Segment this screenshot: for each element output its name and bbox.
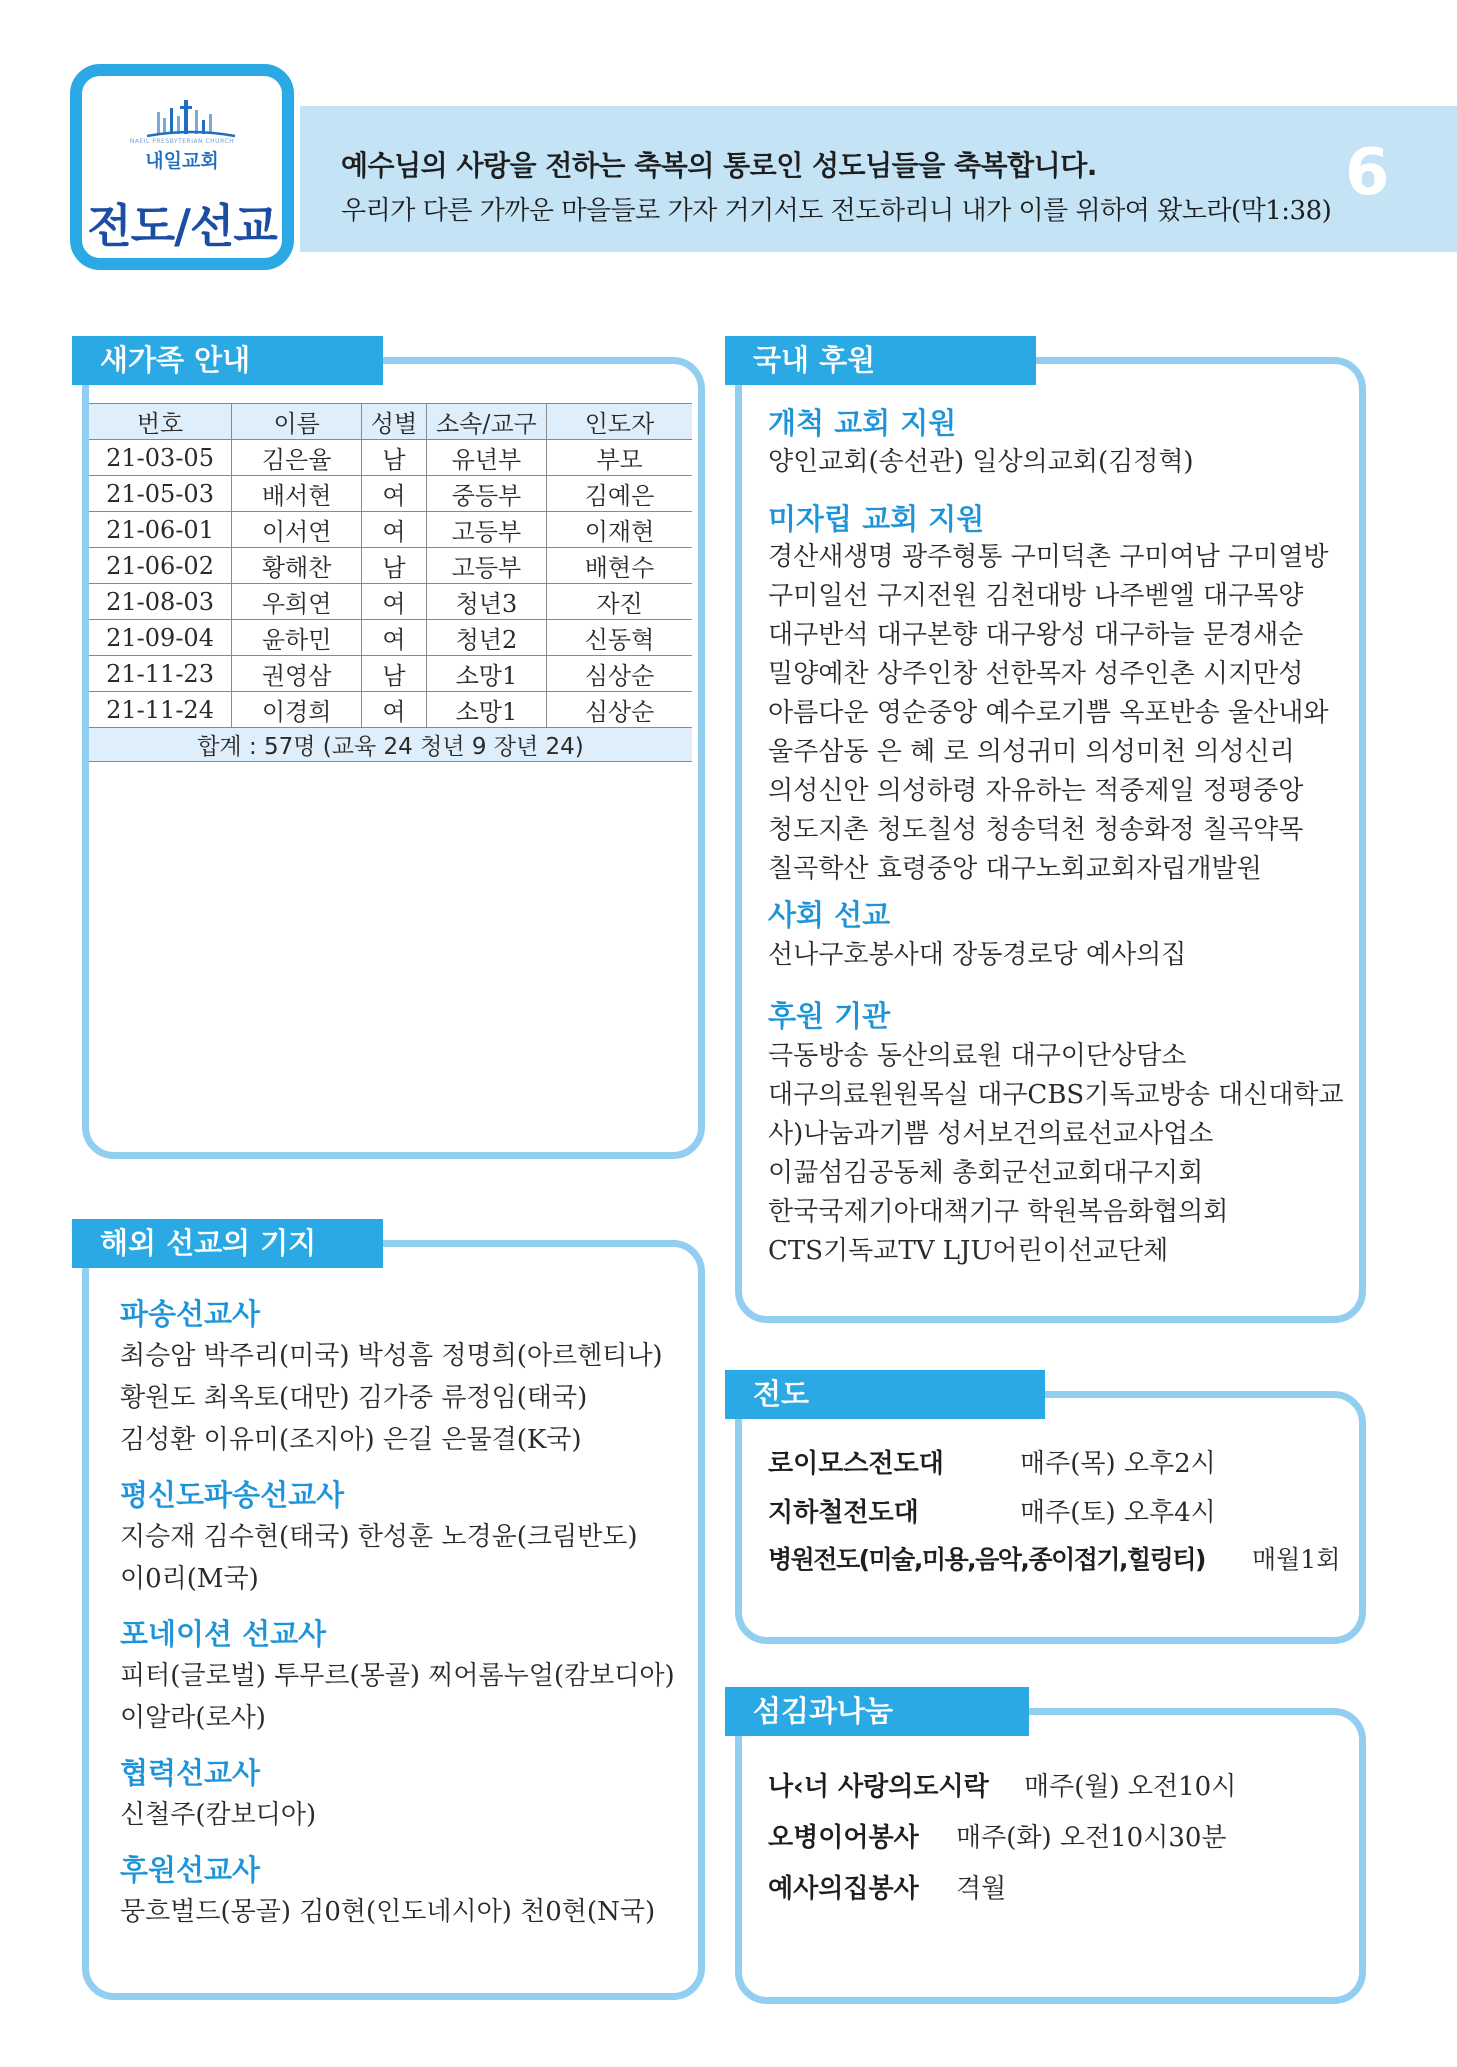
- service-tab: 섬김과나눔: [725, 1687, 1029, 1736]
- cell: 청년2: [426, 620, 546, 656]
- overseas-line: 피터(글로벌) 투무르(몽골) 찌어롬누얼(캄보디아): [120, 1661, 675, 1691]
- service-schedule: 매주(월) 오전10시: [1024, 1772, 1237, 1802]
- service-panel: [735, 1708, 1366, 2004]
- cell: 고등부: [426, 548, 546, 584]
- newfamily-table: [89, 403, 692, 762]
- overseas-line: 신철주(캄보디아): [120, 1800, 317, 1830]
- cell: 소망1: [426, 692, 546, 728]
- overseas-line: 김성환 이유미(조지아) 은길 은물결(K국): [120, 1425, 582, 1455]
- cell: 소망1: [426, 656, 546, 692]
- table-row: [89, 512, 692, 548]
- cell: 고등부: [426, 512, 546, 548]
- domestic-line: 한국국제기아대책기구 학원복음화협의회: [768, 1197, 1229, 1227]
- overseas-line: 황원도 최옥토(대만) 김가중 류정임(태국): [120, 1383, 588, 1413]
- cell: 김은율: [232, 440, 362, 476]
- table-total-row: [89, 728, 692, 762]
- domestic-line: 경산새생명 광주형통 구미덕촌 구미여남 구미열방: [768, 542, 1329, 572]
- cell: 21-09-04: [89, 620, 232, 656]
- cell: 배현수: [547, 548, 692, 584]
- overseas-group-title: 평신도파송선교사: [120, 1478, 345, 1512]
- cell: 21-08-03: [89, 584, 232, 620]
- evangelism-label-text: 지하철전도대: [768, 1498, 919, 1528]
- service-schedule: 격월: [956, 1874, 1007, 1904]
- cell: 신동혁: [547, 620, 692, 656]
- table-row: [89, 584, 692, 620]
- newfamily-tab: 새가족 안내: [72, 336, 383, 385]
- service-label-text: 오병이어봉사: [768, 1823, 919, 1853]
- domestic-group-title: 후원 기관: [768, 999, 891, 1033]
- domestic-group-title: 사회 선교: [768, 898, 891, 932]
- service-label: [768, 1868, 919, 1905]
- evangelism-schedule: 매주(목) 오후2시: [1020, 1449, 1216, 1479]
- cell: 21-05-03: [89, 476, 232, 512]
- page-title: 전도/선교: [87, 199, 277, 253]
- cell: 권영삼: [232, 656, 362, 692]
- domestic-line: 사)나눔과기쁨 성서보건의료선교사업소: [768, 1119, 1214, 1149]
- cell: 심상순: [547, 692, 692, 728]
- cell: 황해찬: [232, 548, 362, 584]
- cell: 유년부: [426, 440, 546, 476]
- domestic-group-title: 개척 교회 지원: [768, 406, 957, 440]
- cell: 여: [362, 620, 427, 656]
- cell: 배서현: [232, 476, 362, 512]
- cell: 여: [362, 476, 427, 512]
- domestic-line: 선나구호봉사대 장동경로당 예사의집: [768, 940, 1187, 970]
- evangelism-label-text: 로이모스전도대: [768, 1449, 944, 1479]
- evangelism-schedule: 매주(토) 오후4시: [1020, 1498, 1216, 1528]
- domestic-line: 아름다운 영순중앙 예수로기쁨 옥포반송 울산내와: [768, 698, 1329, 728]
- service-label: [768, 1766, 989, 1803]
- overseas-group-title: 파송선교사: [120, 1297, 261, 1331]
- domestic-line: 울주삼동 은 혜 로 의성귀미 의성미천 의성신리: [768, 737, 1295, 767]
- cell: 우희연: [232, 584, 362, 620]
- header-verse: 우리가 다른 가까운 마을들로 가자 거기서도 전도하리니 내가 이를 위하여 왔노라(막1:38): [341, 196, 1332, 226]
- domestic-line: 대구의료원원목실 대구CBS기독교방송 대신대학교: [768, 1080, 1344, 1110]
- col-header: 성별: [362, 404, 427, 440]
- evangelism-label: [768, 1492, 919, 1529]
- cell: 여: [362, 692, 427, 728]
- overseas-line: 지승재 김수현(태국) 한성훈 노경윤(크림반도): [120, 1522, 638, 1552]
- overseas-line: 최승암 박주리(미국) 박성흠 정명희(아르헨티나): [120, 1341, 663, 1371]
- cell: 이경희: [232, 692, 362, 728]
- table-row: [89, 692, 692, 728]
- cell: 21-11-23: [89, 656, 232, 692]
- overseas-tab: 해외 선교의 기지: [72, 1219, 383, 1268]
- total-cell: 합계 : 57명 (교육 24 청년 9 장년 24): [89, 728, 692, 762]
- evangelism-tab: 전도: [725, 1370, 1045, 1419]
- domestic-line: 밀양예찬 상주인창 선한목자 성주인촌 시지만성: [768, 659, 1304, 689]
- cell: 21-06-02: [89, 548, 232, 584]
- domestic-line: 의성신안 의성하령 자유하는 적중제일 정평중앙: [768, 776, 1304, 806]
- church-logo-box: [70, 64, 294, 270]
- page-number: 6: [1345, 136, 1390, 210]
- evangelism-label: [768, 1540, 1205, 1576]
- table-header-row: [89, 404, 692, 440]
- church-name: 내일교회: [145, 150, 219, 172]
- service-label: [768, 1817, 919, 1854]
- cell: 윤하민: [232, 620, 362, 656]
- cell: 중등부: [426, 476, 546, 512]
- cell: 심상순: [547, 656, 692, 692]
- overseas-line: 이0리(M국): [120, 1564, 259, 1594]
- cell: 자진: [547, 584, 692, 620]
- overseas-line: 이알라(로사): [120, 1703, 266, 1733]
- cell: 여: [362, 584, 427, 620]
- domestic-tab: 국내 후원: [725, 336, 1036, 385]
- cell: 여: [362, 512, 427, 548]
- domestic-line: 대구반석 대구본향 대구왕성 대구하늘 문경새순: [768, 620, 1304, 650]
- cell: 김예은: [547, 476, 692, 512]
- cell: 남: [362, 440, 427, 476]
- header-headline: 예수님의 사랑을 전하는 축복의 통로인 성도님들을 축복합니다.: [341, 149, 1097, 182]
- cell: 청년3: [426, 584, 546, 620]
- overseas-group-title: 후원선교사: [120, 1853, 261, 1887]
- domestic-line: 청도지촌 청도칠성 청송덕천 청송화정 칠곡약목: [768, 815, 1304, 845]
- cell: 이서연: [232, 512, 362, 548]
- service-label-text: 나‹너 사랑의도시락: [768, 1772, 989, 1802]
- table-row: [89, 548, 692, 584]
- evangelism-label: [768, 1443, 944, 1480]
- domestic-line: 극동방송 동산의료원 대구이단상담소: [768, 1041, 1187, 1071]
- service-schedule: 매주(화) 오전10시30분: [956, 1823, 1227, 1853]
- overseas-group-title: 포네이션 선교사: [120, 1617, 327, 1651]
- evangelism-schedule: 매월1회: [1252, 1545, 1341, 1574]
- cell: 남: [362, 548, 427, 584]
- table-row: [89, 440, 692, 476]
- table-row: [89, 620, 692, 656]
- col-header: 인도자: [547, 404, 692, 440]
- church-logo-icon: [143, 98, 239, 142]
- cell: 부모: [547, 440, 692, 476]
- cell: 21-11-24: [89, 692, 232, 728]
- evangelism-label-text: 병원전도(미술,미용,음악,종이접기,힐링티): [768, 1545, 1205, 1574]
- overseas-line: 뭉흐벌드(몽골) 김0현(인도네시아) 천0현(N국): [120, 1897, 656, 1927]
- domestic-line: 구미일선 구지전원 김천대방 나주벧엘 대구목양: [768, 581, 1304, 611]
- cell: 21-03-05: [89, 440, 232, 476]
- logo-caption: NAEIL PRESBYTERIAN CHURCH: [129, 138, 235, 145]
- domestic-line: 양인교회(송선관) 일상의교회(김정혁): [768, 447, 1194, 477]
- cell: 남: [362, 656, 427, 692]
- cell: 21-06-01: [89, 512, 232, 548]
- domestic-line: CTS기독교TV LJU어린이선교단체: [768, 1236, 1169, 1266]
- col-header: 소속/교구: [426, 404, 546, 440]
- domestic-line: 칠곡학산 효령중앙 대구노회교회자립개발원: [768, 854, 1262, 884]
- overseas-group-title: 협력선교사: [120, 1756, 261, 1790]
- col-header: 번호: [89, 404, 232, 440]
- cell: 이재현: [547, 512, 692, 548]
- service-label-text: 예사의집봉사: [768, 1874, 919, 1904]
- domestic-line: 이끎섬김공동체 총회군선교회대구지회: [768, 1158, 1204, 1188]
- domestic-group-title: 미자립 교회 지원: [768, 502, 985, 536]
- table-row: [89, 656, 692, 692]
- table-row: [89, 476, 692, 512]
- col-header: 이름: [232, 404, 362, 440]
